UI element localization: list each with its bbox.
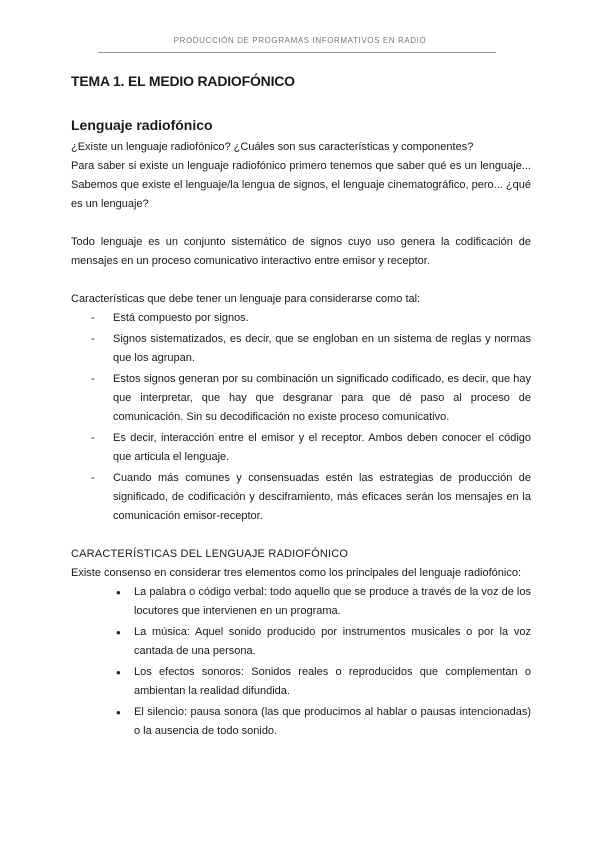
list-item: - Es decir, interacción entre el emisor y el receptor. Ambos deben conocer el código que articula el lenguaje. <box>71 429 531 467</box>
list-item: ● Los efectos sonoros: Sonidos reales o reproducidos que complementan o ambientan la realidad difundida. <box>134 663 531 701</box>
running-header: PRODUCCIÓN DE PROGRAMAS INFORMATIVOS EN RADIO <box>173 36 427 45</box>
document-body <box>71 72 531 741</box>
list-item: - Signos sistematizados, es decir, que se engloban en un sistema de reglas y normas que los agrupan. <box>71 330 531 368</box>
section-title: Lenguaje radiofónico <box>71 117 213 133</box>
header-divider <box>98 52 496 53</box>
list-item: ● El silencio: pausa sonora (las que producimos al hablar o pausas intencionadas) o la ausencia de todo sonido. <box>134 703 531 741</box>
list-item: ● La palabra o código verbal: todo aquello que se produce a través de la voz de los locutores que intervienen en un programa. <box>134 583 531 621</box>
paragraph: Características que debe tener un lenguaje para considerarse como tal: <box>71 293 421 305</box>
tema-title: TEMA 1. EL MEDIO RADIOFÓNICO <box>71 73 295 89</box>
paragraph: Para saber si existe un lenguaje radiofónico primero tenemos que saber qué es un lenguaje... Sabemos que existe el lenguaje/la lengua de signos, el lenguaje cinematográfico, pero... ¿qué es un lenguaje? <box>71 160 531 210</box>
paragraph: Existe consenso en considerar tres elementos como los principales del lenguaje radiofónico: <box>71 567 522 579</box>
list-item: ● La música: Aquel sonido producido por instrumentos musicales o por la voz cantada de una persona. <box>134 623 531 661</box>
subsection-title: CARACTERÍSTICAS DEL LENGUAJE RADIOFÓNICO <box>71 548 349 560</box>
list-item: - Estos signos generan por su combinación un significado codificado, es decir, que hay que interpretar, que hay que desgranar para que dé paso al proceso de comunicación. Sin su decodificación no existe proceso comunicativo. <box>71 370 531 427</box>
paragraph: ¿Existe un lenguaje radiofónico? ¿Cuáles son sus características y componentes? <box>71 141 474 153</box>
list-item: - Está compuesto por signos. <box>71 309 531 328</box>
characteristics-list <box>71 309 531 526</box>
list-item: - Cuando más comunes y consensuadas estén las estrategias de producción de significado, de codificación y desciframiento, más eficaces serán los mensajes en la comunicación emisor-receptor. <box>71 469 531 526</box>
elements-list <box>71 583 531 741</box>
paragraph: Todo lenguaje es un conjunto sistemático de signos cuyo uso genera la codificación de mensajes en un proceso comunicativo interactivo entre emisor y receptor. <box>71 236 531 267</box>
